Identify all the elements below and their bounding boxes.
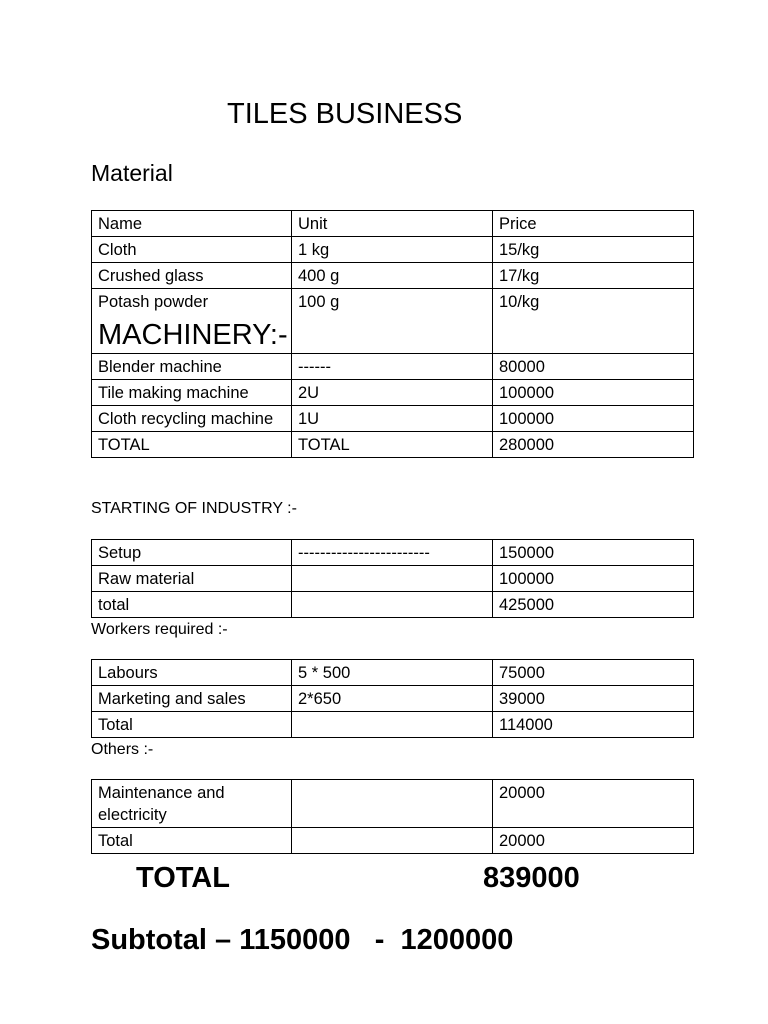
table-cell: 2*650 (292, 686, 493, 712)
subtotal-line: Subtotal – 1150000 - 1200000 (91, 924, 514, 956)
machinery-heading: MACHINERY:- (98, 319, 288, 351)
table-header-row (92, 211, 694, 237)
table-row (92, 660, 694, 686)
others-table (91, 779, 694, 854)
table-cell (292, 592, 493, 618)
workers-table (91, 659, 694, 738)
table-cell: 2U (292, 380, 493, 406)
section-heading-others: Others :- (91, 741, 154, 758)
table-cell: 425000 (493, 592, 694, 618)
table-cell: Cloth recycling machine (92, 406, 292, 432)
table-cell: 5 * 500 (292, 660, 493, 686)
table-cell: 20000 (493, 780, 694, 828)
table-cell: 280000 (493, 432, 694, 458)
table-cell: total (92, 592, 292, 618)
table-cell: Total (92, 712, 292, 738)
grand-total-value: 839000 (483, 862, 580, 894)
table-cell: 1U (292, 406, 493, 432)
page-title: TILES BUSINESS (227, 98, 463, 130)
table-row (92, 354, 694, 380)
table-cell: 100000 (493, 380, 694, 406)
table-total-row (92, 432, 694, 458)
table-cell (292, 780, 493, 828)
table-cell: TOTAL (92, 432, 292, 458)
table-cell (292, 566, 493, 592)
table-row (92, 263, 694, 289)
table-total-row (92, 712, 694, 738)
table-cell: 15/kg (493, 237, 694, 263)
table-cell: TOTAL (292, 432, 493, 458)
header-cell-name: Name (92, 211, 292, 237)
table-cell (292, 712, 493, 738)
table-cell: Blender machine (92, 354, 292, 380)
industry-table (91, 539, 694, 618)
table-cell: 100000 (493, 566, 694, 592)
table-cell: ------------------------ (292, 540, 493, 566)
table-cell: 20000 (493, 828, 694, 854)
table-cell: 10/kg (493, 289, 694, 354)
table-cell: Marketing and sales (92, 686, 292, 712)
table-total-row (92, 592, 694, 618)
table-row (92, 686, 694, 712)
material-table (91, 210, 694, 458)
table-cell: Crushed glass (92, 263, 292, 289)
table-row (92, 289, 694, 354)
table-cell: 150000 (493, 540, 694, 566)
table-cell: Maintenance and electricity (92, 780, 292, 828)
table-cell: Labours (92, 660, 292, 686)
table-total-row (92, 828, 694, 854)
table-cell: 17/kg (493, 263, 694, 289)
table-cell: Tile making machine (92, 380, 292, 406)
table-cell: 400 g (292, 263, 493, 289)
table-row (92, 406, 694, 432)
table-cell: Setup (92, 540, 292, 566)
grand-total-label: TOTAL (136, 862, 230, 894)
table-row (92, 237, 694, 263)
header-cell-price: Price (493, 211, 694, 237)
table-cell: Total (92, 828, 292, 854)
table-cell: ------ (292, 354, 493, 380)
table-cell: Cloth (92, 237, 292, 263)
table-cell (92, 289, 292, 354)
table-cell: 100 g (292, 289, 493, 354)
table-cell: 80000 (493, 354, 694, 380)
table-cell: 1 kg (292, 237, 493, 263)
table-cell: 100000 (493, 406, 694, 432)
header-cell-unit: Unit (292, 211, 493, 237)
table-row (92, 540, 694, 566)
table-cell (292, 828, 493, 854)
table-row (92, 780, 694, 828)
table-cell: 39000 (493, 686, 694, 712)
table-cell: 114000 (493, 712, 694, 738)
section-heading-industry: STARTING OF INDUSTRY :- (91, 500, 297, 517)
table-cell: Raw material (92, 566, 292, 592)
table-row (92, 380, 694, 406)
table-row (92, 566, 694, 592)
table-cell-text: Potash powder (98, 293, 209, 311)
section-heading-material: Material (91, 160, 173, 186)
section-heading-workers: Workers required :- (91, 621, 228, 638)
table-cell: 75000 (493, 660, 694, 686)
